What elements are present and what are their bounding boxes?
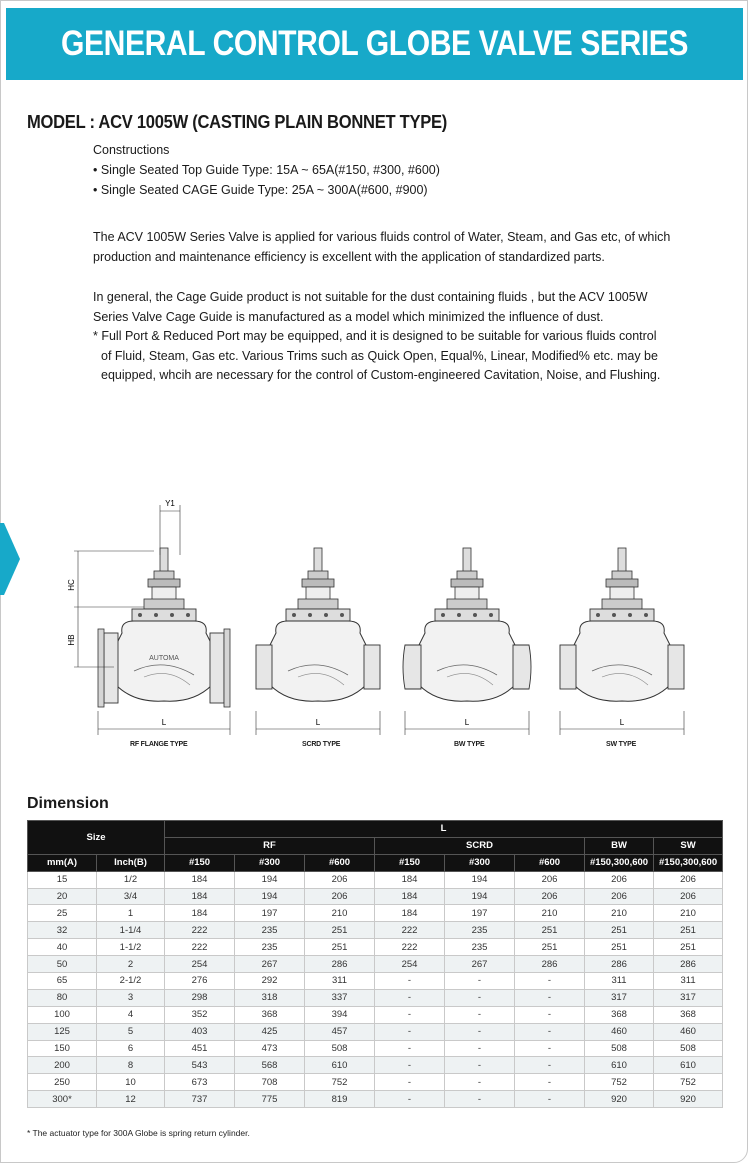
table-cell: 235 — [445, 922, 515, 939]
dim-label-hb: HB — [67, 634, 76, 646]
footnote: * The actuator type for 300A Globe is spring return cylinder. — [27, 1128, 250, 1138]
table-row — [28, 1074, 723, 1091]
table-row — [28, 1006, 723, 1023]
side-tab-marker — [0, 523, 22, 595]
table-row — [28, 939, 723, 956]
header-l: L — [165, 821, 723, 838]
table-cell: 210 — [585, 905, 654, 922]
text-line: Series Valve Cage Guide is manufactured as a model which minimized the influence of dust. — [93, 309, 604, 324]
model-heading: MODEL : ACV 1005W (CASTING PLAIN BONNET TYPE) — [27, 112, 448, 132]
text-line: of Fluid, Steam, Gas etc. Various Trims such as Quick Open, Equal%, Linear, Modified% etc. may be — [101, 348, 658, 363]
table-cell: 251 — [585, 922, 654, 939]
header-scrd-150: #150 — [375, 854, 445, 871]
table-cell: - — [375, 989, 445, 1006]
dim-label-l: L — [161, 718, 167, 727]
table-cell: - — [375, 1023, 445, 1040]
table-cell: 403 — [165, 1023, 235, 1040]
table-cell: 311 — [654, 973, 723, 990]
table-cell: 25 — [28, 905, 97, 922]
table-cell: 235 — [235, 922, 305, 939]
table-cell: 457 — [305, 1023, 375, 1040]
table-cell: 206 — [654, 871, 723, 888]
header-mm: mm(A) — [28, 854, 97, 871]
table-cell: 4 — [97, 1006, 165, 1023]
title-banner — [6, 8, 743, 80]
table-cell: 222 — [375, 939, 445, 956]
table-cell: 206 — [585, 888, 654, 905]
table-cell: - — [445, 1006, 515, 1023]
table-cell: 292 — [235, 973, 305, 990]
table-cell: 610 — [654, 1057, 723, 1074]
table-cell: - — [515, 1074, 585, 1091]
table-cell: 267 — [445, 956, 515, 973]
table-cell: 2-1/2 — [97, 973, 165, 990]
table-cell: 286 — [305, 956, 375, 973]
header-sw: SW — [654, 837, 723, 854]
caption-rf-flange: RF FLANGE TYPE — [130, 741, 188, 748]
page-title: GENERAL CONTROL GLOBE VALVE SERIES — [60, 24, 689, 63]
table-cell: 40 — [28, 939, 97, 956]
table-cell: 737 — [165, 1091, 235, 1108]
table-cell: 3 — [97, 989, 165, 1006]
table-cell: 368 — [585, 1006, 654, 1023]
table-cell: 254 — [165, 956, 235, 973]
table-cell: 920 — [585, 1091, 654, 1108]
table-cell: 197 — [235, 905, 305, 922]
dim-label-l: L — [619, 718, 625, 727]
header-size: Size — [28, 821, 165, 855]
header-bw-class: #150,300,600 — [585, 854, 654, 871]
table-cell: - — [515, 1023, 585, 1040]
table-row — [28, 989, 723, 1006]
table-row — [28, 888, 723, 905]
table-cell: 752 — [585, 1074, 654, 1091]
table-cell: 317 — [654, 989, 723, 1006]
table-row — [28, 973, 723, 990]
table-cell: 752 — [654, 1074, 723, 1091]
table-cell: 298 — [165, 989, 235, 1006]
table-cell: 508 — [305, 1040, 375, 1057]
table-row — [28, 1040, 723, 1057]
table-cell: 318 — [235, 989, 305, 1006]
table-cell: 394 — [305, 1006, 375, 1023]
table-cell: 10 — [97, 1074, 165, 1091]
header-scrd-300: #300 — [445, 854, 515, 871]
text-line: production and maintenance efficiency is excellent with the application of standardized parts. — [93, 249, 605, 264]
table-cell: 673 — [165, 1074, 235, 1091]
table-cell: 50 — [28, 956, 97, 973]
dim-label-l: L — [315, 718, 321, 727]
table-cell: 206 — [515, 871, 585, 888]
caption-bw: BW TYPE — [454, 741, 485, 748]
table-cell: - — [515, 1057, 585, 1074]
table-cell: 194 — [445, 871, 515, 888]
text-line: * Full Port & Reduced Port may be equipped, and it is designed to be suitable for various fluids control — [93, 329, 657, 343]
table-cell: 508 — [585, 1040, 654, 1057]
table-cell: - — [445, 1023, 515, 1040]
table-cell: 460 — [654, 1023, 723, 1040]
table-cell: 206 — [305, 871, 375, 888]
table-cell: 222 — [165, 922, 235, 939]
table-cell: 3/4 — [97, 888, 165, 905]
table-cell: - — [515, 1040, 585, 1057]
table-cell: 65 — [28, 973, 97, 990]
header-rf-300: #300 — [235, 854, 305, 871]
table-cell: 1/2 — [97, 871, 165, 888]
text-line: equipped, whcih are necessary for the control of Custom-engineered Cavitation, Noise, and Flushing. — [101, 368, 661, 382]
header-scrd-600: #600 — [515, 854, 585, 871]
dim-label-hc: HC — [67, 579, 76, 591]
table-cell: - — [445, 1057, 515, 1074]
header-rf-150: #150 — [165, 854, 235, 871]
table-cell: 568 — [235, 1057, 305, 1074]
table-cell: 194 — [235, 871, 305, 888]
table-cell: 508 — [654, 1040, 723, 1057]
table-cell: 15 — [28, 871, 97, 888]
table-cell: - — [445, 1091, 515, 1108]
table-cell: 125 — [28, 1023, 97, 1040]
table-cell: 775 — [235, 1091, 305, 1108]
table-cell: 1-1/4 — [97, 922, 165, 939]
table-cell: 210 — [654, 905, 723, 922]
table-cell: 286 — [585, 956, 654, 973]
caption-sw: SW TYPE — [606, 741, 637, 748]
table-cell: 80 — [28, 989, 97, 1006]
brand-mark: AUTOMA — [149, 655, 179, 662]
table-cell: - — [375, 1006, 445, 1023]
table-cell: - — [445, 989, 515, 1006]
dim-label-y1: Y1 — [165, 499, 175, 508]
table-cell: 194 — [235, 888, 305, 905]
table-cell: 267 — [235, 956, 305, 973]
table-cell: - — [375, 973, 445, 990]
table-cell: 337 — [305, 989, 375, 1006]
header-inch: Inch(B) — [97, 854, 165, 871]
table-cell: - — [515, 1006, 585, 1023]
table-cell: 194 — [445, 888, 515, 905]
table-row — [28, 1091, 723, 1108]
table-cell: 311 — [585, 973, 654, 990]
table-cell: 184 — [165, 871, 235, 888]
construction-item: • Single Seated CAGE Guide Type: 25A ~ 300A(#600, #900) — [93, 183, 428, 197]
table-cell: 368 — [235, 1006, 305, 1023]
table-cell: 300* — [28, 1091, 97, 1108]
table-cell: 206 — [654, 888, 723, 905]
table-cell: 473 — [235, 1040, 305, 1057]
table-cell: 2 — [97, 956, 165, 973]
table-cell: - — [375, 1057, 445, 1074]
valve-drawings — [60, 495, 710, 760]
table-cell: 250 — [28, 1074, 97, 1091]
table-cell: 311 — [305, 973, 375, 990]
table-cell: 1 — [97, 905, 165, 922]
table-cell: - — [445, 973, 515, 990]
table-cell: 222 — [375, 922, 445, 939]
table-cell: 20 — [28, 888, 97, 905]
table-cell: 251 — [654, 922, 723, 939]
table-row — [28, 922, 723, 939]
table-cell: 222 — [165, 939, 235, 956]
table-cell: 235 — [235, 939, 305, 956]
table-cell: 206 — [515, 888, 585, 905]
table-cell: 543 — [165, 1057, 235, 1074]
table-cell: 251 — [515, 922, 585, 939]
table-cell: 368 — [654, 1006, 723, 1023]
text-line: In general, the Cage Guide product is not suitable for the dust containing fluids , but the ACV 1005W — [93, 290, 648, 304]
table-cell: 286 — [654, 956, 723, 973]
table-cell: - — [515, 1091, 585, 1108]
table-cell: - — [375, 1074, 445, 1091]
table-cell: 184 — [165, 888, 235, 905]
table-cell: 920 — [654, 1091, 723, 1108]
header-rf-600: #600 — [305, 854, 375, 871]
table-cell: 276 — [165, 973, 235, 990]
table-cell: 184 — [375, 905, 445, 922]
header-scrd: SCRD — [375, 837, 585, 854]
table-cell: 819 — [305, 1091, 375, 1108]
table-row — [28, 956, 723, 973]
description-paragraph-2 — [93, 288, 733, 386]
table-cell: - — [375, 1091, 445, 1108]
construction-item: • Single Seated Top Guide Type: 15A ~ 65A(#150, #300, #600) — [93, 163, 440, 177]
constructions-heading: Constructions — [93, 143, 170, 157]
table-cell: - — [445, 1040, 515, 1057]
table-row — [28, 1057, 723, 1074]
table-cell: 460 — [585, 1023, 654, 1040]
table-cell: 210 — [515, 905, 585, 922]
table-cell: 197 — [445, 905, 515, 922]
table-cell: 6 — [97, 1040, 165, 1057]
table-cell: 200 — [28, 1057, 97, 1074]
header-sw-class: #150,300,600 — [654, 854, 723, 871]
table-cell: 235 — [445, 939, 515, 956]
table-cell: 5 — [97, 1023, 165, 1040]
table-cell: 184 — [375, 888, 445, 905]
table-cell: 708 — [235, 1074, 305, 1091]
table-cell: 206 — [305, 888, 375, 905]
table-cell: 251 — [305, 922, 375, 939]
table-cell: - — [375, 1040, 445, 1057]
caption-scrd: SCRD TYPE — [302, 741, 341, 748]
table-cell: 317 — [585, 989, 654, 1006]
table-cell: - — [445, 1074, 515, 1091]
dim-label-l: L — [464, 718, 470, 727]
table-cell: 610 — [305, 1057, 375, 1074]
table-cell: 286 — [515, 956, 585, 973]
table-cell: - — [515, 973, 585, 990]
table-cell: 251 — [654, 939, 723, 956]
table-cell: 425 — [235, 1023, 305, 1040]
table-cell: 451 — [165, 1040, 235, 1057]
table-cell: 8 — [97, 1057, 165, 1074]
table-cell: 184 — [375, 871, 445, 888]
dimension-heading: Dimension — [27, 795, 109, 812]
table-row — [28, 905, 723, 922]
header-bw: BW — [585, 837, 654, 854]
table-cell: 12 — [97, 1091, 165, 1108]
constructions-block — [93, 140, 440, 200]
table-cell: 251 — [515, 939, 585, 956]
text-line: The ACV 1005W Series Valve is applied for various fluids control of Water, Steam, and Gas etc, of which — [93, 230, 671, 244]
header-rf: RF — [165, 837, 375, 854]
dimension-table — [27, 820, 723, 1108]
table-cell: 352 — [165, 1006, 235, 1023]
table-cell: 610 — [585, 1057, 654, 1074]
table-row — [28, 1023, 723, 1040]
dimension-table-body — [28, 871, 723, 1107]
table-cell: 251 — [585, 939, 654, 956]
table-cell: 184 — [165, 905, 235, 922]
table-row — [28, 871, 723, 888]
table-cell: 752 — [305, 1074, 375, 1091]
table-cell: 251 — [305, 939, 375, 956]
table-cell: 210 — [305, 905, 375, 922]
table-cell: 254 — [375, 956, 445, 973]
table-cell: 100 — [28, 1006, 97, 1023]
table-cell: 1-1/2 — [97, 939, 165, 956]
table-cell: 206 — [585, 871, 654, 888]
table-cell: 32 — [28, 922, 97, 939]
table-cell: 150 — [28, 1040, 97, 1057]
description-paragraph-1 — [93, 228, 733, 267]
table-cell: - — [515, 989, 585, 1006]
